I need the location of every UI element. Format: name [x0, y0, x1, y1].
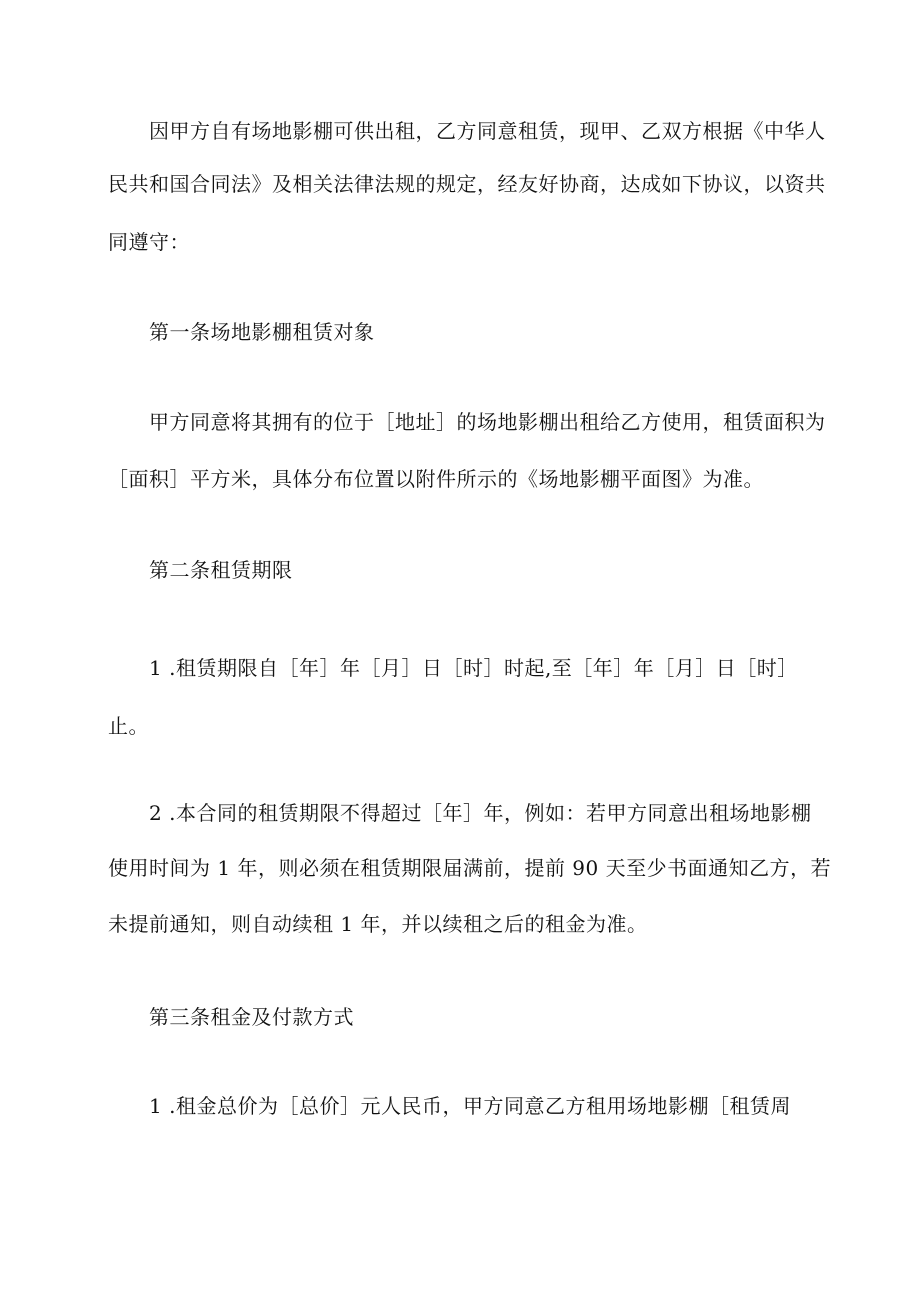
article-2-item-1-line-1: 1 .租赁期限自［年］年［月］日［时］时起,至［年］年［月］日［时］: [149, 656, 798, 680]
article-2-item-2-line-1: 2 .本合同的租赁期限不得超过［年］年，例如：若甲方同意出租场地影棚: [149, 801, 812, 825]
article-2-item-2-line-3: 未提前通知，则自动续租 1 年，并以续租之后的租金为准。: [108, 912, 648, 936]
intro-line-1: 因甲方自有场地影棚可供出租，乙方同意租赁，现甲、乙双方根据《中华人: [149, 119, 826, 143]
article-1-line-2: ［面积］平方米，具体分布位置以附件所示的《场地影棚平面图》为准。: [108, 467, 764, 491]
article-1-heading: 第一条场地影棚租赁对象: [149, 320, 375, 344]
article-2-item-1-line-2: 止。: [108, 714, 149, 738]
article-3-heading: 第三条租金及付款方式: [149, 1005, 354, 1029]
intro-line-3: 同遵守：: [108, 230, 190, 254]
article-2-heading: 第二条租赁期限: [149, 558, 293, 582]
article-1-line-1: 甲方同意将其拥有的位于［地址］的场地影棚出租给乙方使用，租赁面积为: [149, 410, 826, 434]
article-3-item-1-line-1: 1 .租金总价为［总价］元人民币，甲方同意乙方租用场地影棚［租赁周: [149, 1094, 791, 1118]
article-2-item-2-line-2: 使用时间为 1 年，则必须在租赁期限届满前，提前 90 天至少书面通知乙方，若: [108, 856, 832, 880]
intro-line-2: 民共和国合同法》及相关法律法规的规定，经友好协商，达成如下协议，以资共: [108, 172, 826, 196]
